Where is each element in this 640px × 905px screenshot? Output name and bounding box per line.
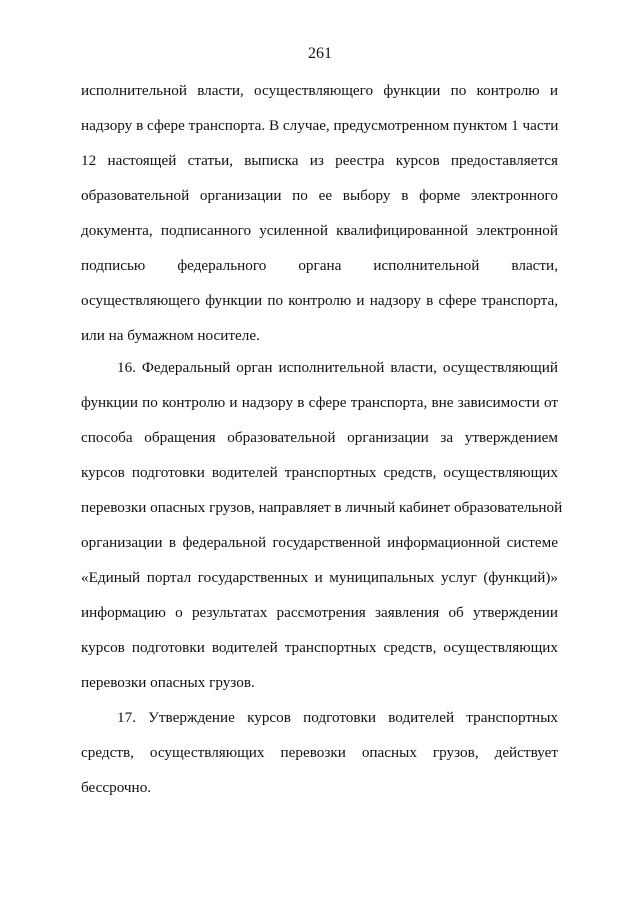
text-line: надзору в сфере транспорта. В случае, предусмотренном пунктом 1 части <box>81 117 559 134</box>
text-line: 17. Утверждение курсов подготовки водителей транспортных <box>117 709 558 726</box>
text-line: исполнительной власти, осуществляющего функции по контролю и <box>81 82 558 99</box>
text-line: или на бумажном носителе. <box>81 327 260 344</box>
text-line: перевозки опасных грузов. <box>81 674 255 691</box>
text-line: 12 настоящей статьи, выписка из реестра курсов предоставляется <box>81 152 558 169</box>
text-line: информацию о результатах рассмотрения заявления об утверждении <box>81 604 558 621</box>
text-line: способа обращения образовательной организации за утверждением <box>81 429 558 446</box>
text-line: «Единый портал государственных и муниципальных услуг (функций)» <box>81 569 558 586</box>
text-line: бессрочно. <box>81 779 152 796</box>
page-number: 261 <box>308 45 332 62</box>
text-line: образовательной организации по ее выбору в форме электронного <box>81 187 558 204</box>
text-line: документа, подписанного усиленной квалифицированной электронной <box>81 222 558 239</box>
text-line: функции по контролю и надзору в сфере транспорта, вне зависимости от <box>81 394 558 411</box>
text-line: осуществляющего функции по контролю и надзору в сфере транспорта, <box>81 292 558 309</box>
text-line: перевозки опасных грузов, направляет в личный кабинет образовательной <box>81 499 563 516</box>
text-line: курсов подготовки водителей транспортных средств, осуществляющих <box>81 464 558 481</box>
text-line: средств, осуществляющих перевозки опасных грузов, действует <box>81 744 558 761</box>
text-line: 16. Федеральный орган исполнительной власти, осуществляющий <box>117 359 558 376</box>
text-line: подписью федерального органа исполнительной власти, <box>81 257 558 274</box>
text-line: организации в федеральной государственной информационной системе <box>81 534 558 551</box>
text-line: курсов подготовки водителей транспортных средств, осуществляющих <box>81 639 558 656</box>
